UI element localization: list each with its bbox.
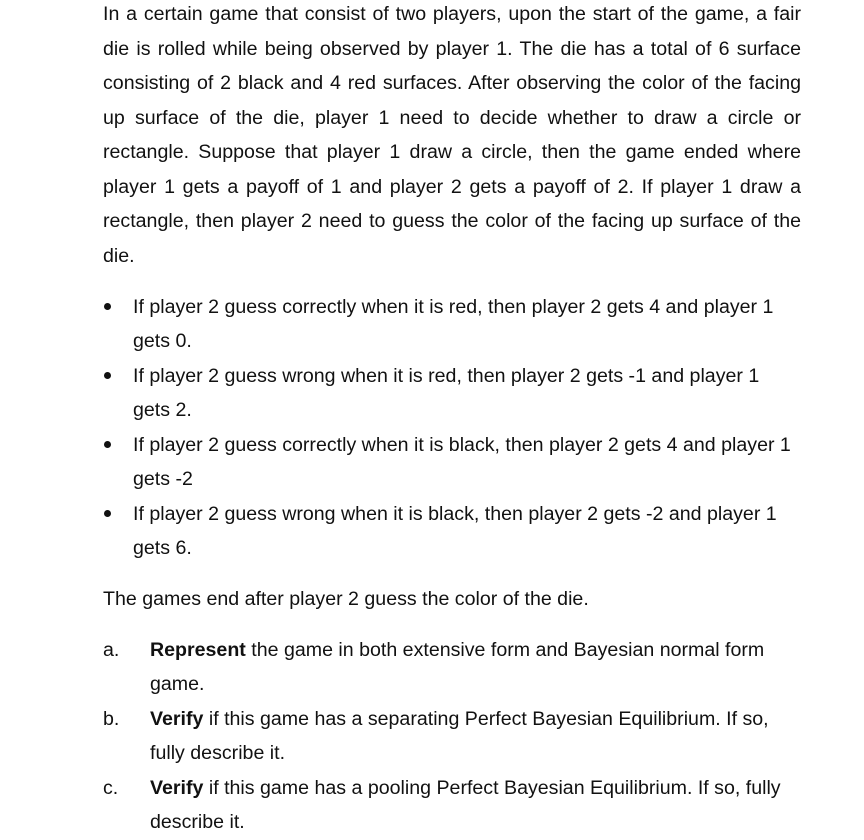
payoff-bullet-list <box>103 290 801 565</box>
question-item-a <box>103 633 801 702</box>
bullet-icon <box>104 372 111 379</box>
question-label: c. <box>103 776 119 799</box>
intro-paragraph: In a certain game that consist of two players, upon the start of the game, a fair die is rolled while being observed by player 1. The die has a total of 6 surface consisting of 2 black and 4 red surfaces. After observing the color of the facing up surface of the die, player 1 need to decide whether to draw a circle or rectangle. Suppose that player 1 draw a circle, then the game ended where player 1 gets a payoff of 1 and player 2 gets a payoff of 2. If player 1 draw a rectangle, then player 2 need to guess the color of the facing up surface of the die. <box>103 3 801 267</box>
question-label: b. <box>103 707 120 730</box>
question-item-b <box>103 702 801 771</box>
bullet-icon <box>104 303 111 310</box>
bullet-item <box>103 428 801 496</box>
question-list <box>103 633 801 840</box>
question-item-c <box>103 771 801 840</box>
bullet-icon <box>104 441 111 448</box>
question-verb: Verify <box>150 776 204 799</box>
question-text: if this game has a separating Perfect Bayesian Equilibrium. If so, fully describe it. <box>150 707 769 764</box>
bullet-text: If player 2 guess wrong when it is red, then player 2 gets -1 and player 1 gets 2. <box>133 365 760 421</box>
question-text: the game in both extensive form and Bayesian normal form game. <box>150 638 765 695</box>
bullet-icon <box>104 510 111 517</box>
bullet-item <box>103 290 801 358</box>
bullet-item <box>103 359 801 427</box>
bullet-item <box>103 497 801 565</box>
question-text: if this game has a pooling Perfect Bayesian Equilibrium. If so, fully describe it. <box>150 776 781 833</box>
bullet-text: If player 2 guess correctly when it is black, then player 2 gets 4 and player 1 gets -2 <box>133 434 791 490</box>
closing-paragraph: The games end after player 2 guess the color of the die. <box>103 588 589 610</box>
question-verb: Verify <box>150 707 204 730</box>
bullet-text: If player 2 guess wrong when it is black, then player 2 gets -2 and player 1 gets 6. <box>133 503 777 559</box>
document-body <box>103 0 801 840</box>
bullet-text: If player 2 guess correctly when it is red, then player 2 gets 4 and player 1 gets 0. <box>133 296 774 352</box>
question-label: a. <box>103 638 120 661</box>
question-verb: Represent <box>150 638 246 661</box>
